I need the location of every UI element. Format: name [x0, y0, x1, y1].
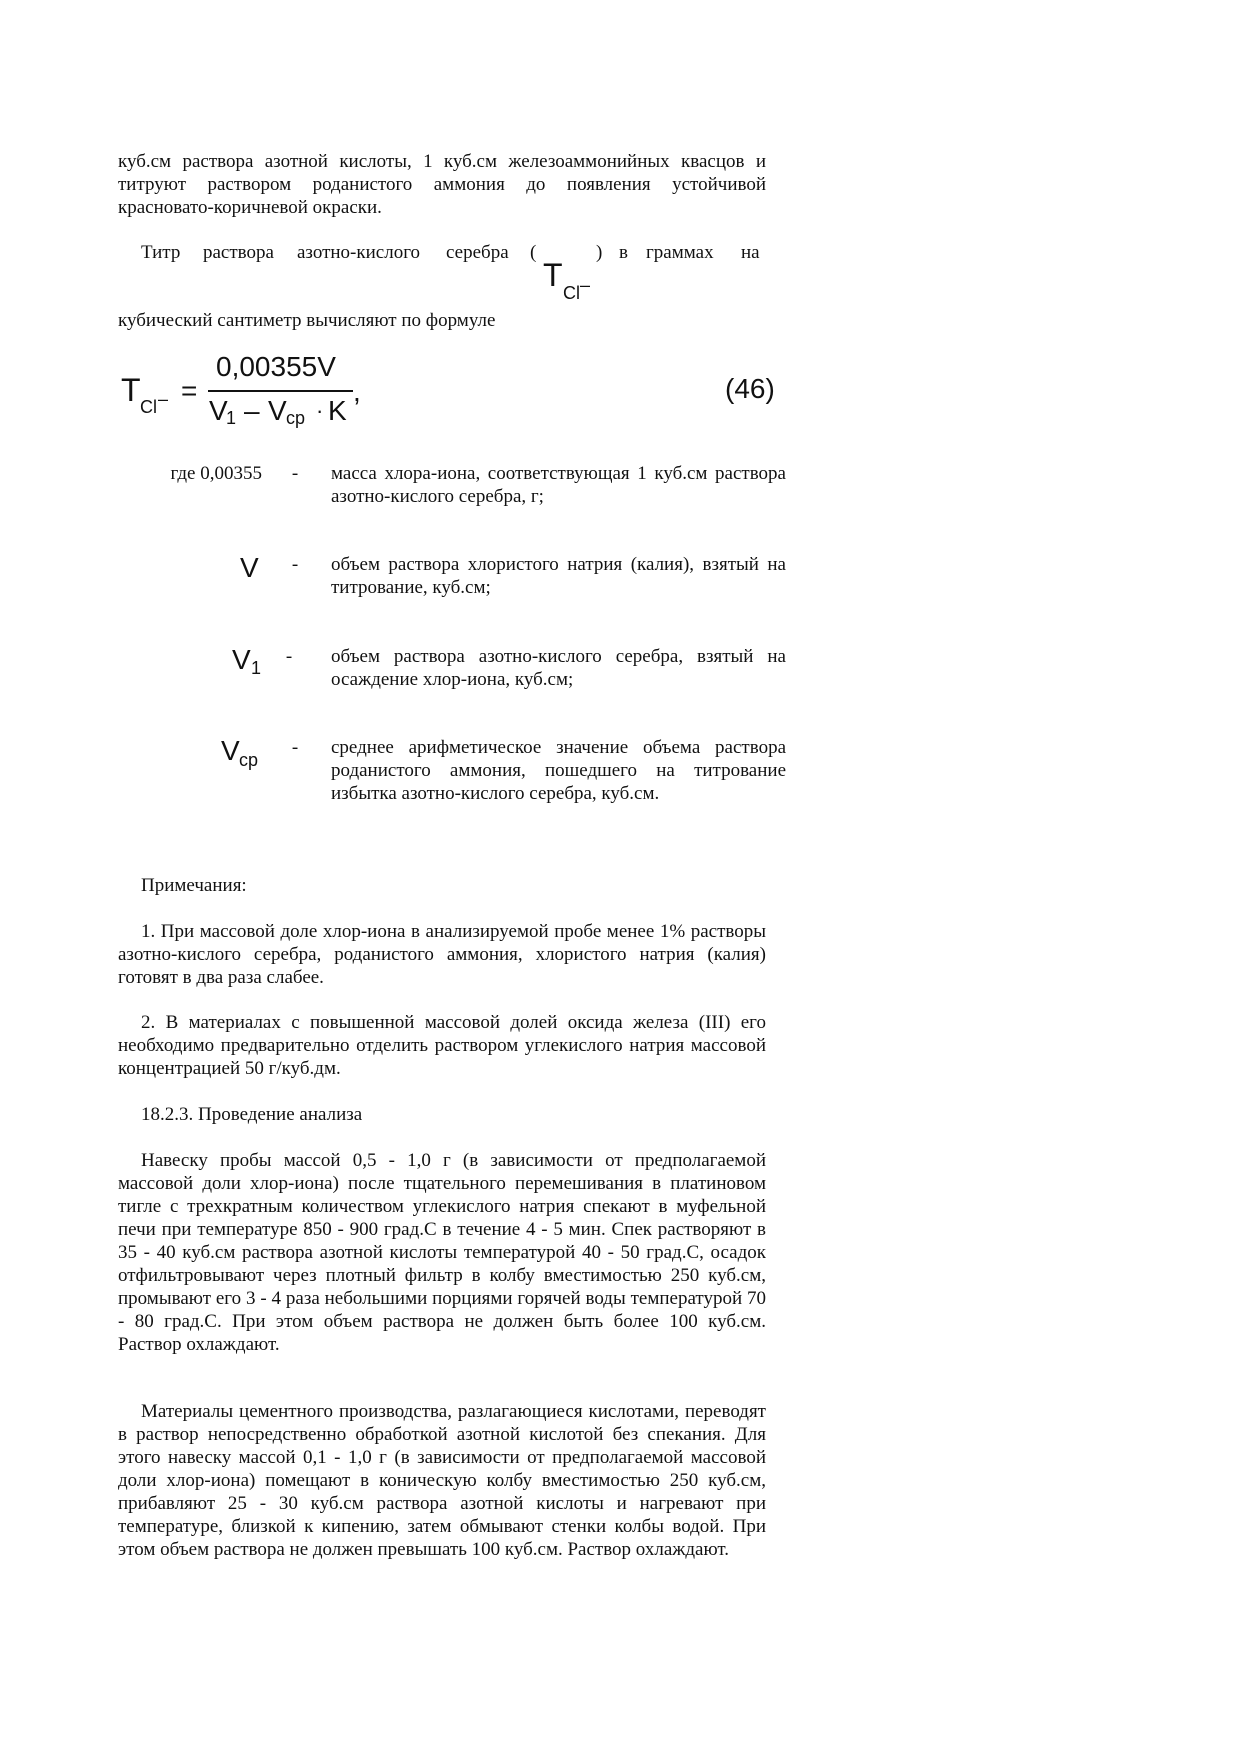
titr-word-3: азотно-кислого: [297, 242, 421, 263]
formula-multiply: ·: [316, 398, 324, 423]
legend-dash: -: [285, 646, 293, 667]
formula-Cl-minus: –: [158, 389, 169, 409]
legend-symbol: V: [221, 735, 240, 766]
note-1: 1. При массовой доле хлор-иона в анализируемой пробе менее 1% растворы азотно-кислого серебра, роданистого аммония, хлористого натрия (калия) готовят в два раза слабее.: [118, 921, 766, 988]
legend-dash: -: [291, 737, 299, 758]
formula-minus: –: [244, 395, 260, 426]
titr-word-6: граммах: [646, 242, 714, 263]
titr-open-paren: (: [530, 242, 537, 263]
fraction-bar: [208, 390, 353, 392]
titr-symbol-minus: –: [580, 275, 591, 295]
formula-numerator: 0,00355V: [216, 351, 336, 382]
formula-number: (46): [725, 373, 775, 404]
formula-V1: V: [209, 395, 228, 426]
formula-Vcp-subscript: ср: [286, 408, 306, 428]
formula-Cl-subscript: Cl: [140, 397, 157, 417]
section-heading: 18.2.3. Проведение анализа: [141, 1104, 363, 1125]
formula-V1-subscript: 1: [226, 408, 237, 428]
titr-close-paren: ): [596, 242, 603, 263]
titr-word-5: в: [619, 242, 628, 263]
titr-word-1: Титр: [141, 242, 181, 263]
titr-line-2: кубический сантиметр вычисляют по формуле: [118, 310, 496, 331]
legend-symbol: где 0,00355: [170, 463, 262, 484]
titr-word-2: раствора: [203, 242, 274, 263]
legend-description: объем раствора хлористого натрия (калия), взятый на титрование, куб.см;: [331, 554, 786, 598]
formula-equals: =: [181, 375, 198, 406]
titr-word-4: серебра: [446, 242, 509, 263]
titr-symbol-Cl: Cl: [563, 283, 580, 303]
legend-description: объем раствора азотно-кислого серебра, взятый на осаждение хлор-иона, куб.см;: [331, 646, 786, 690]
note-2: 2. В материалах с повышенной массовой долей оксида железа (III) его необходимо предварительно отделить раствором углекислого натрия массовой концентрацией 50 г/куб.дм.: [118, 1012, 766, 1079]
paragraph-intro: куб.см раствора азотной кислоты, 1 куб.см железоаммонийных квасцов и титруют раствором роданистого аммония до появления устойчивой красновато-коричневой окраски.: [118, 151, 766, 218]
legend-dash: -: [291, 463, 299, 484]
paragraph-analysis: Навеску пробы массой 0,5 - 1,0 г (в зависимости от предполагаемой массовой доли хлор-иона) после тщательного перемешивания в платиновом тигле с трехкратным количеством углекислого натрия спекают в муфельной печи при температуре 850 - 900 град.С в течение 4 - 5 мин. Спек растворяют в 35 - 40 куб.см раствора азотной кислоты температурой 40 - 50 град.С, осадок отфильтровывают через плотный фильтр в колбу вместимостью 250 куб.см, промывают его 3 - 4 раза небольшими порциями горячей воды температурой 70 - 80 град.С. При этом объем раствора не должен быть более 100 куб.см. Раствор охлаждают.: [118, 1150, 766, 1355]
titr-word-7: на: [741, 242, 760, 263]
legend-symbol: V: [232, 644, 251, 675]
legend-description: масса хлора-иона, соответствующая 1 куб.см раствора азотно-кислого серебра, г;: [331, 463, 786, 507]
legend-symbol-subscript: ср: [239, 750, 259, 770]
legend-dash: -: [291, 554, 299, 575]
formula-K: K: [328, 395, 347, 426]
titr-symbol-T: T: [543, 257, 563, 293]
formula-T: T: [121, 372, 141, 408]
formula-comma: ,: [353, 376, 361, 407]
formula-Vcp: V: [268, 395, 287, 426]
legend-symbol: V: [240, 552, 259, 583]
paragraph-cement: Материалы цементного производства, разлагающиеся кислотами, переводят в раствор непосредственно обработкой азотной кислотой без спекания. Для этого навеску массой 0,1 - 1,0 г (в зависимости от предполагаемой массовой доли хлор-иона) помещают в коническую колбу вместимостью 250 куб.см, прибавляют 25 - 30 куб.см раствора азотной кислоты и нагревают при температуре, близкой к кипению, затем обмывают стенки колбы водой. При этом объем раствора не должен превышать 100 куб.см. Раствор охлаждают.: [118, 1401, 766, 1560]
legend-symbol-subscript: 1: [251, 658, 262, 678]
notes-title: Примечания:: [141, 875, 247, 896]
legend-description: среднее арифметическое значение объема раствора роданистого аммония, пошедшего на титрование избытка азотно-кислого серебра, куб.см.: [331, 737, 786, 804]
